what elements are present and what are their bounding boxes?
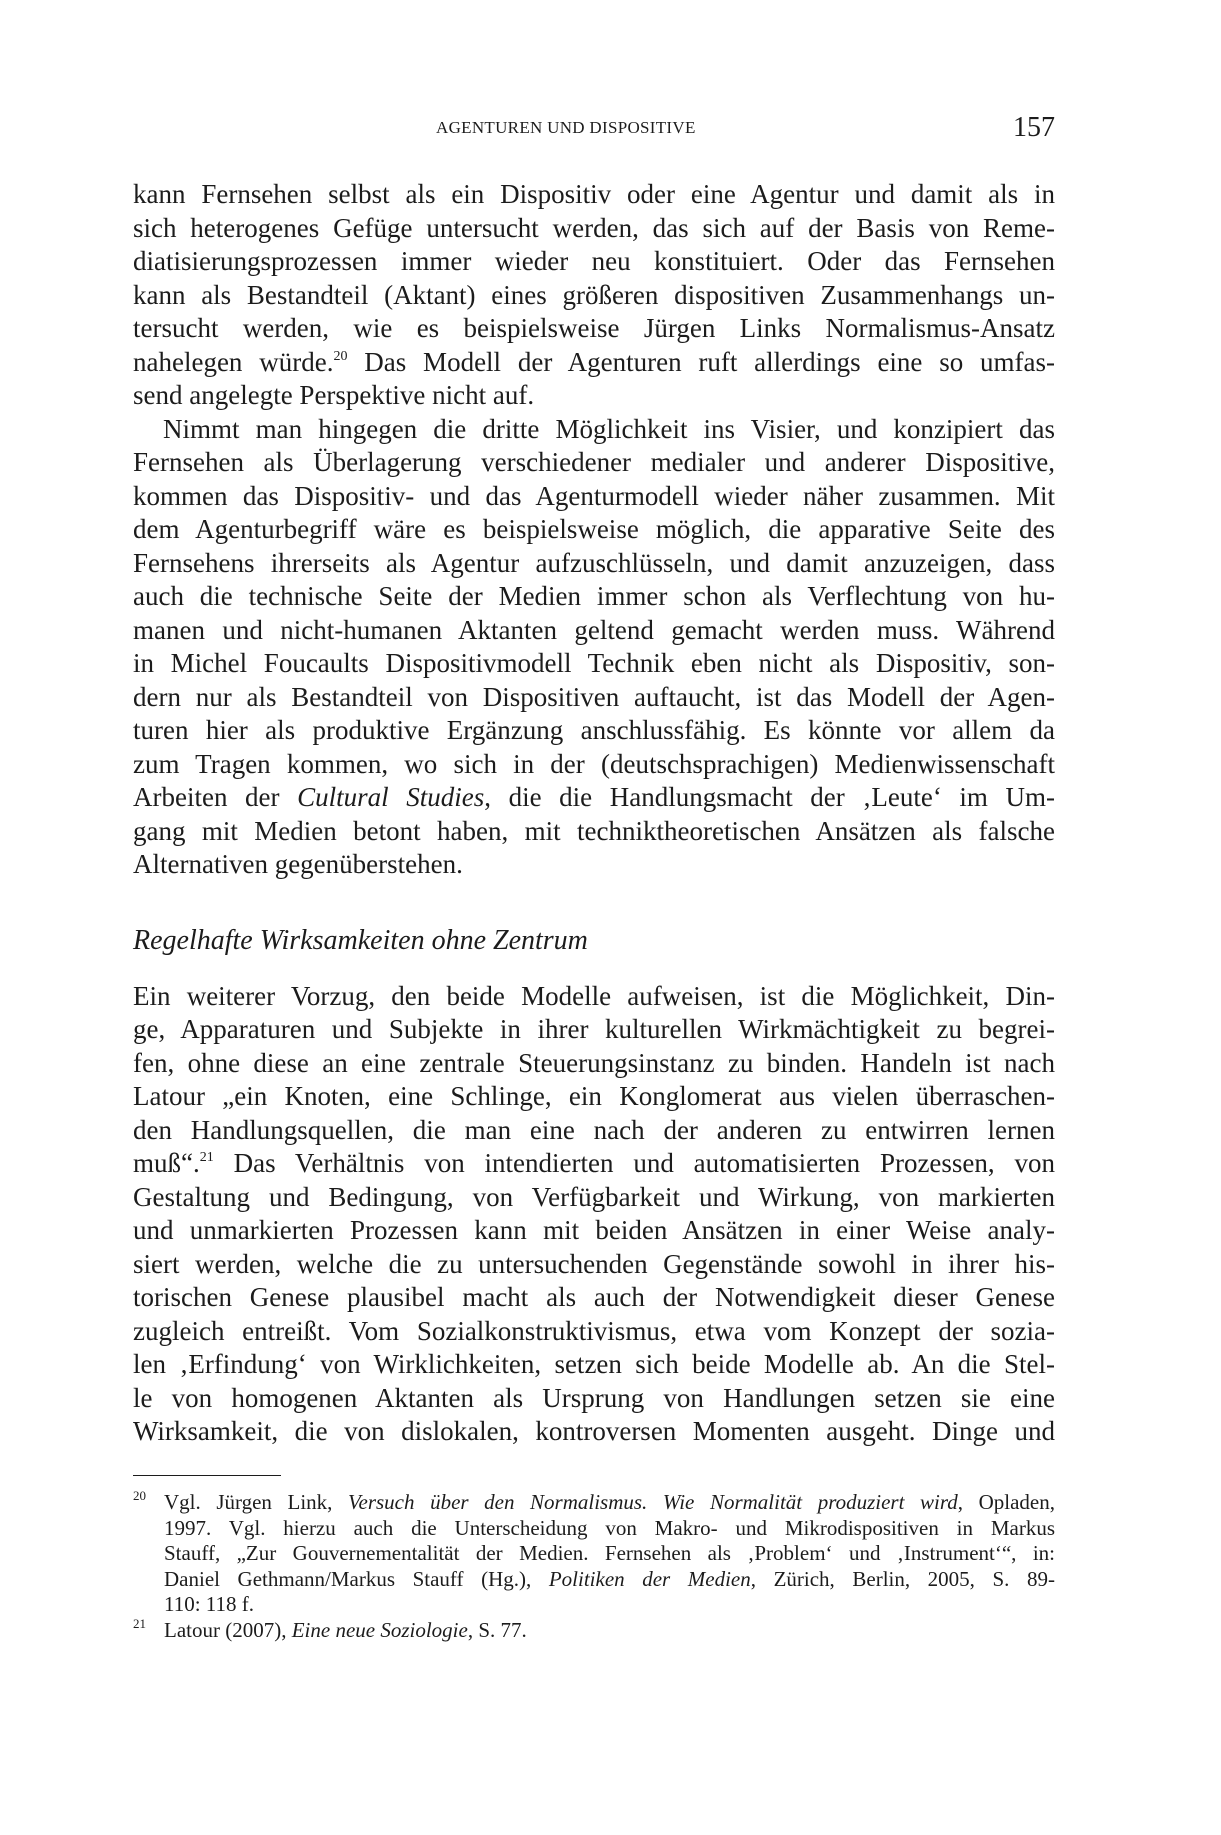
paragraph-1 bbox=[133, 178, 1055, 413]
text-line: Gestaltung und Bedingung, von Verfügbarkeit und Wirkung, von markierten bbox=[133, 1181, 1055, 1212]
text-line: Fernsehens ihrerseits als Agentur aufzuschlüsseln, und damit anzuzeigen, dass bbox=[133, 547, 1055, 578]
paragraph-3 bbox=[133, 980, 1055, 1449]
text-segment: Daniel Gethmann/Markus Stauff (Hg.), bbox=[164, 1566, 549, 1591]
footnote-line: 110: 118 f. bbox=[164, 1592, 255, 1616]
text-line: siert werden, welche die zu untersuchenden Gegenstände sowohl in ihrer his- bbox=[133, 1248, 1055, 1279]
text-line: kann als Bestandteil (Aktant) eines größeren dispositiven Zusammenhangs un- bbox=[133, 279, 1055, 310]
text-segment: , die die Handlungsmacht der ‚Leute‘ im Um- bbox=[484, 782, 1055, 812]
text-line: ge, Apparaturen und Subjekte in ihrer kulturellen Wirkmächtigkeit zu begrei- bbox=[133, 1014, 1055, 1044]
text-line: torischen Genese plausibel macht als auch der Notwendigkeit dieser Genese bbox=[133, 1282, 1055, 1312]
text-segment: muß“. bbox=[133, 1148, 200, 1178]
text-segment: Arbeiten der bbox=[133, 782, 298, 812]
footnote-line bbox=[164, 1618, 1055, 1644]
italic-title: Versuch über den Normalismus. Wie Normalität produziert wird bbox=[348, 1490, 958, 1514]
footnote-divider bbox=[133, 1475, 281, 1476]
text-line bbox=[133, 346, 1055, 380]
text-segment: Das Modell der Agenturen ruft allerdings eine so umfas- bbox=[347, 346, 1055, 377]
footnote-line bbox=[164, 1490, 1055, 1516]
running-title: AGENTUREN UND DISPOSITIVE bbox=[436, 118, 696, 137]
footnote-20 bbox=[133, 1490, 1055, 1618]
page-number: 157 bbox=[1013, 112, 1055, 143]
text-line: und unmarkierten Prozessen kann mit beiden Ansätzen in einer Weise analy- bbox=[133, 1215, 1055, 1245]
text-line bbox=[133, 781, 1055, 815]
text-line: fen, ohne diese an eine zentrale Steuerungsinstanz zu binden. Handeln ist nach bbox=[133, 1047, 1055, 1078]
footnotes bbox=[133, 1490, 1055, 1643]
text-line: send angelegte Perspektive nicht auf. bbox=[133, 380, 535, 410]
text-segment: , S. 77. bbox=[467, 1617, 527, 1642]
footnote-ref-21[interactable]: 21 bbox=[199, 1150, 214, 1165]
text-line: Nimmt man hingegen die dritte Möglichkeit ins Visier, und konzipiert das bbox=[163, 413, 1055, 444]
footnote-line bbox=[164, 1567, 1055, 1593]
text-line: kommen das Dispositiv- und das Agenturmodell wieder näher zusammen. Mit bbox=[133, 480, 1055, 511]
text-line: dem Agenturbegriff wäre es beispielsweise möglich, die apparative Seite des bbox=[133, 514, 1055, 544]
footnote-ref-20[interactable]: 20 bbox=[333, 348, 348, 364]
text-line: Latour „ein Knoten, eine Schlinge, ein Konglomerat aus vielen überraschen- bbox=[133, 1081, 1055, 1111]
text-segment: nahelegen würde. bbox=[133, 346, 334, 377]
text-line: manen und nicht-humanen Aktanten geltend gemacht werden muss. Während bbox=[133, 614, 1055, 645]
text-line: zugleich entreißt. Vom Sozialkonstruktivismus, etwa vom Konzept der sozia- bbox=[133, 1315, 1055, 1346]
text-line: auch die technische Seite der Medien immer schon als Verflechtung von hu- bbox=[133, 581, 1055, 611]
italic-title: Cultural Studies bbox=[297, 782, 485, 812]
text-line: Fernsehen als Überlagerung verschiedener medialer und anderer Dispositive, bbox=[133, 447, 1055, 477]
text-line: Alternativen gegenüberstehen. bbox=[133, 849, 463, 879]
text-line: zum Tragen kommen, wo sich in der (deutschsprachigen) Medienwissenschaft bbox=[133, 748, 1055, 779]
text-line: Ein weiterer Vorzug, den beide Modelle aufweisen, ist die Möglichkeit, Din- bbox=[133, 980, 1055, 1011]
text-segment: , Opladen, bbox=[957, 1490, 1055, 1514]
footnote-line: 1997. Vgl. hierzu auch die Unterscheidung von Makro- und Mikrodispositiven in Markus bbox=[164, 1515, 1055, 1540]
text-line bbox=[133, 1147, 1055, 1181]
text-line: den Handlungsquellen, die man eine nach der anderen zu entwirren lernen bbox=[133, 1114, 1055, 1145]
text-line: in Michel Foucaults Dispositivmodell Technik eben nicht als Dispositiv, son- bbox=[133, 648, 1055, 678]
text-segment: Latour (2007), bbox=[164, 1617, 292, 1642]
text-line: sich heterogenes Gefüge untersucht werden, das sich auf der Basis von Reme- bbox=[133, 212, 1055, 243]
running-head bbox=[0, 112, 1221, 152]
text-line: tersucht werden, wie es beispielsweise Jürgen Links Normalismus-Ansatz bbox=[133, 313, 1055, 343]
text-segment: Das Verhältnis von intendierten und automatisierten Prozessen, von bbox=[213, 1148, 1055, 1178]
body-text bbox=[133, 178, 1055, 1449]
footnote-line: Stauff, „Zur Gouvernementalität der Medien. Fernsehen als ‚Problem‘ und ‚Instrument‘“, in: bbox=[164, 1541, 1055, 1565]
footnote-marker: 21 bbox=[133, 1615, 146, 1631]
text-line: gang mit Medien betont haben, mit techniktheoretischen Ansätzen als falsche bbox=[133, 815, 1055, 846]
section-heading: Regelhafte Wirksamkeiten ohne Zentrum bbox=[133, 924, 588, 956]
text-line: dern nur als Bestandteil von Dispositiven auftaucht, ist das Modell der Agen- bbox=[133, 681, 1055, 712]
text-segment: Vgl. Jürgen Link, bbox=[164, 1490, 348, 1514]
italic-title: Eine neue Soziologie bbox=[291, 1617, 468, 1642]
text-line: Wirksamkeit, die von dislokalen, kontroversen Momenten ausgeht. Dinge und bbox=[133, 1416, 1055, 1446]
text-line: len ‚Erfindung‘ von Wirklichkeiten, setzen sich beide Modelle ab. An die Stel- bbox=[133, 1349, 1055, 1379]
footnote-21 bbox=[133, 1615, 1055, 1644]
text-line: kann Fernsehen selbst als ein Dispositiv oder eine Agentur und damit als in bbox=[133, 179, 1055, 209]
footnote-marker: 20 bbox=[133, 1488, 146, 1503]
text-line: diatisierungsprozessen immer wieder neu konstituiert. Oder das Fernsehen bbox=[133, 246, 1055, 276]
paragraph-2 bbox=[133, 413, 1055, 882]
text-segment: , Zürich, Berlin, 2005, S. 89- bbox=[750, 1566, 1055, 1591]
text-line: le von homogenen Aktanten als Ursprung von Handlungen setzen sie eine bbox=[133, 1382, 1055, 1413]
italic-title: Politiken der Medien bbox=[548, 1566, 751, 1591]
text-line: turen hier als produktive Ergänzung anschlussfähig. Es könnte vor allem da bbox=[133, 715, 1055, 745]
